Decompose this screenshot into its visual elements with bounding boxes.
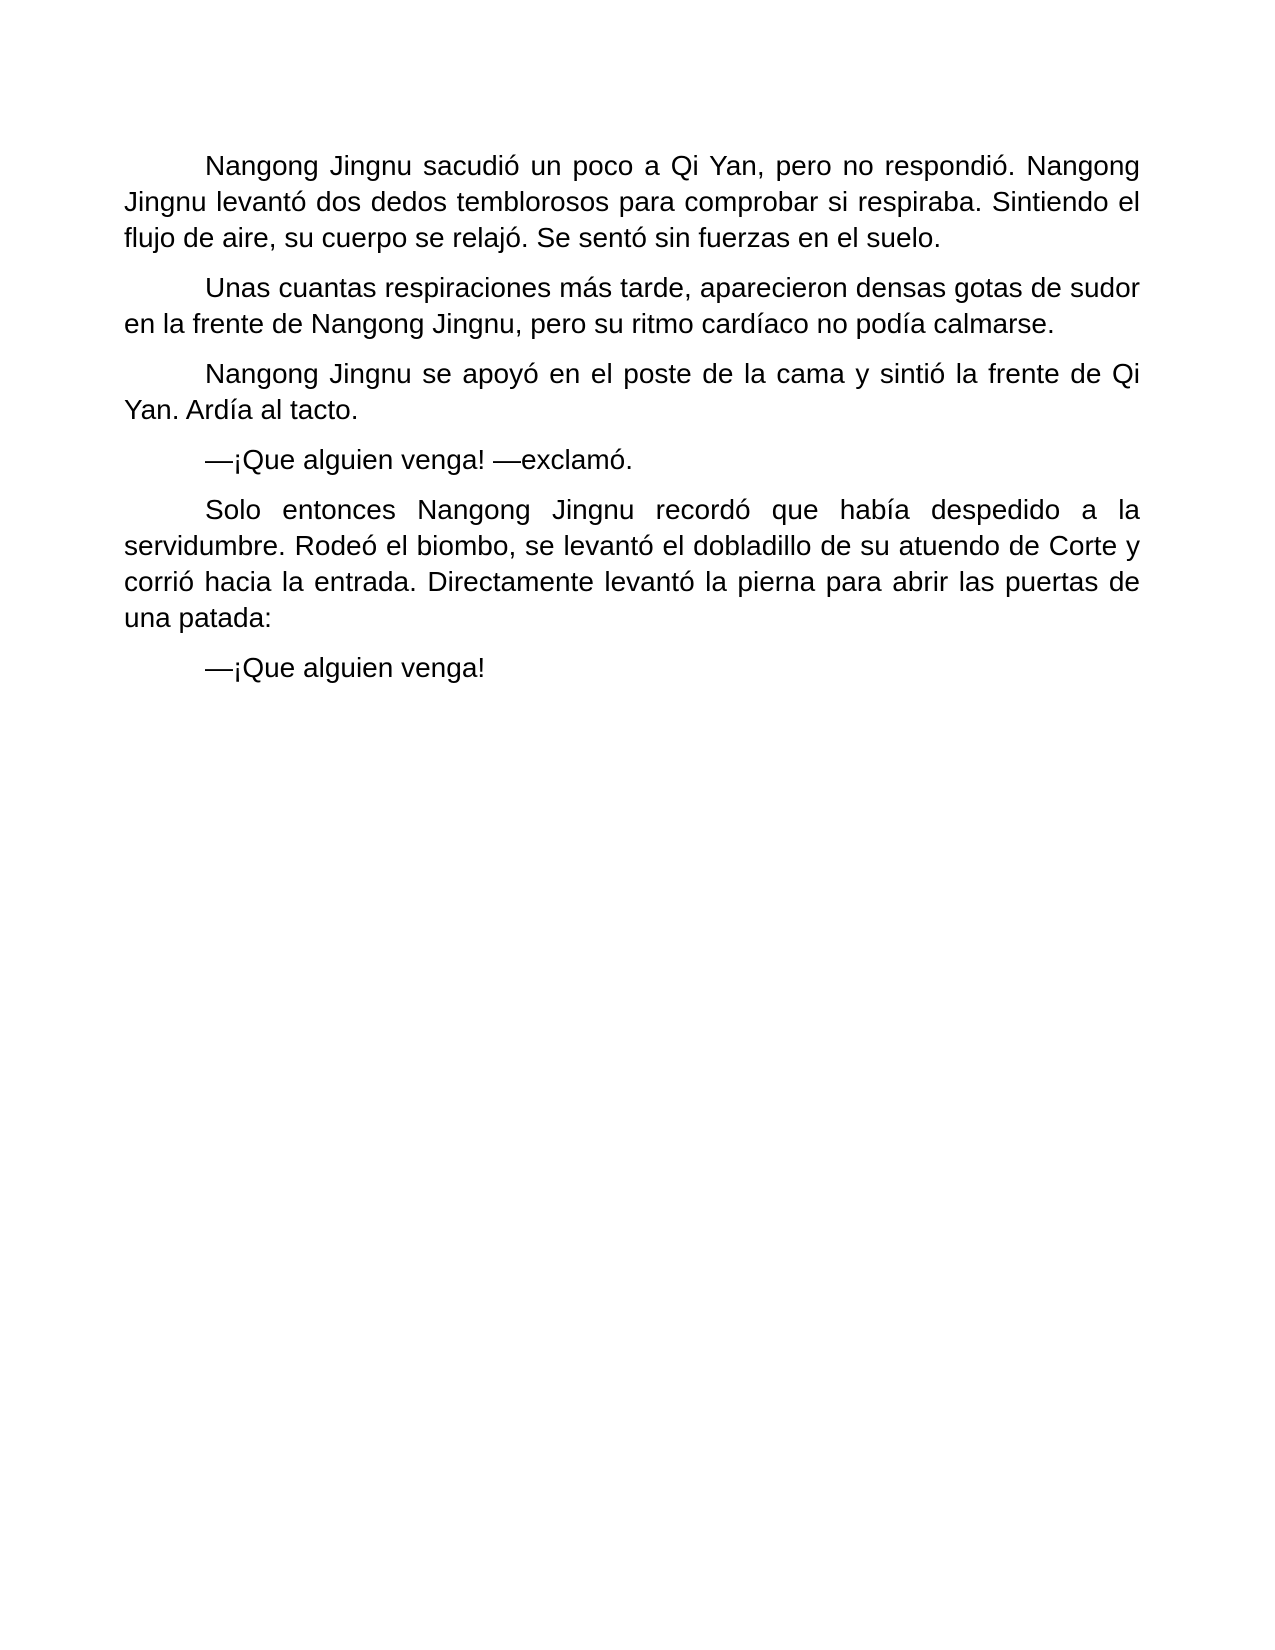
body-text (124, 148, 1140, 700)
paragraph-6: —¡Que alguien venga! (205, 652, 486, 683)
paragraph-4: —¡Que alguien venga! —exclamó. (205, 444, 633, 475)
paragraph-3: Nangong Jingnu se apoyó en el poste de la cama y sintió la frente de Qi Yan. Ardía al tacto. (124, 358, 1140, 425)
paragraph-1: Nangong Jingnu sacudió un poco a Qi Yan, pero no respondió. Nangong Jingnu levantó dos dedos temblorosos para comprobar si respiraba. Sintiendo el flujo de aire, su cuerpo se relajó. Se sentó sin fuerzas en el suelo. (124, 150, 1140, 253)
paragraph-5: Solo entonces Nangong Jingnu recordó que había despedido a la servidumbre. Rodeó el biombo, se levantó el dobladillo de su atuendo de Corte y corrió hacia la entrada. Directamente levantó la pierna para abrir las puertas de una patada: (124, 494, 1140, 633)
paragraph-2: Unas cuantas respiraciones más tarde, aparecieron densas gotas de sudor en la frente de Nangong Jingnu, pero su ritmo cardíaco no podía calmarse. (124, 272, 1140, 339)
